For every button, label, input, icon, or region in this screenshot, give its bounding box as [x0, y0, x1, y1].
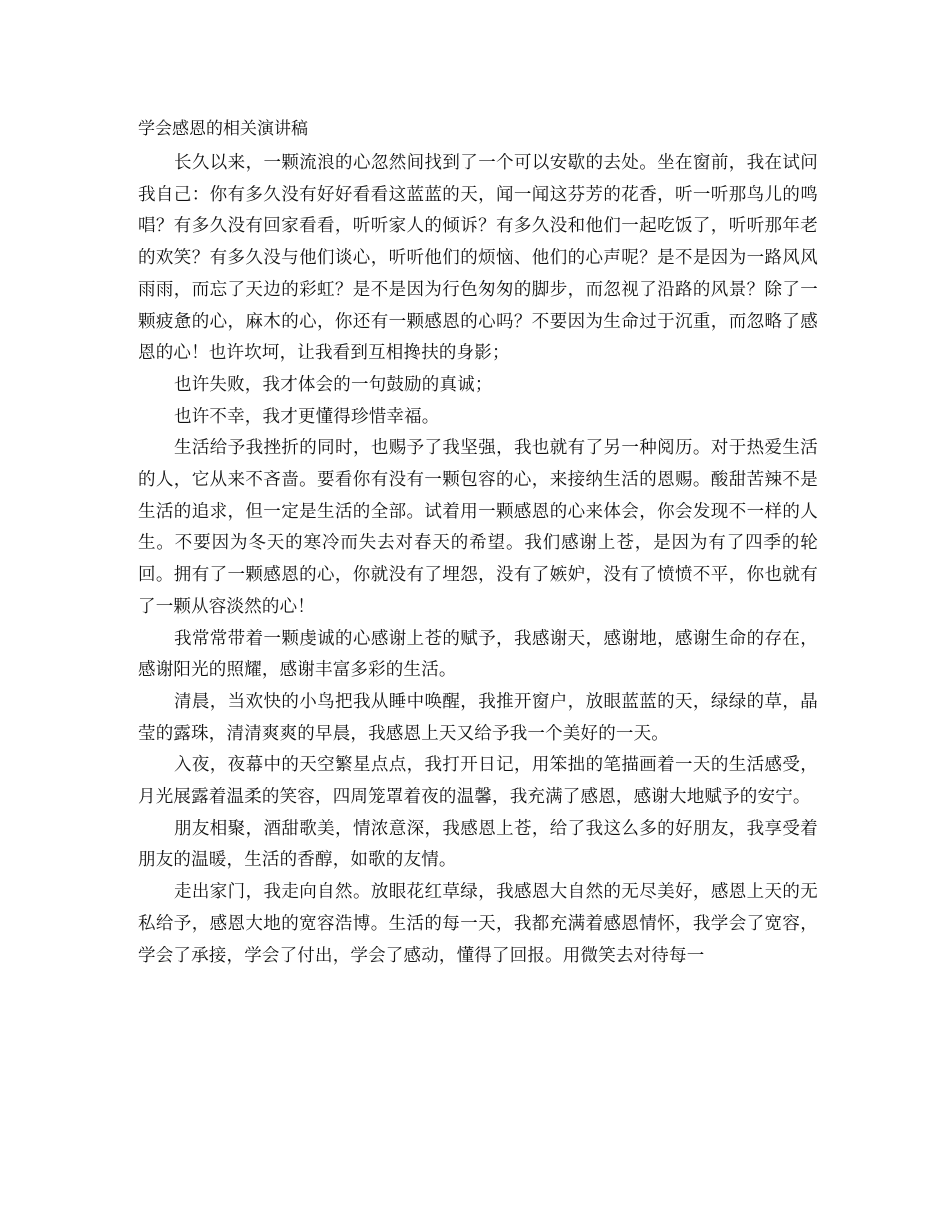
paragraph-5: 我常常带着一颗虔诚的心感谢上苍的赋予，我感谢天，感谢地，感谢生命的存在，感谢阳光的照耀，感谢丰富多彩的生活。	[138, 628, 818, 681]
paragraph-7: 入夜，夜幕中的天空繁星点点，我打开日记，用笨拙的笔描画着一天的生活感受，月光展露着温柔的笑容，四周笼罩着夜的温馨，我充满了感恩，感谢大地赋予的安宁。	[138, 755, 818, 808]
paragraph-3: 也许不幸，我才更懂得珍惜幸福。	[174, 406, 440, 427]
paragraph-6: 清晨，当欢快的小鸟把我从睡中唤醒，我推开窗户，放眼蓝蓝的天，绿绿的草，晶莹的露珠，清清爽爽的早晨，我感恩上天又给予我一个美好的一天。	[138, 691, 818, 744]
paragraph-4: 生活给予我挫折的同时，也赐予了我坚强，我也就有了另一种阅历。对于热爱生活的人，它从来不吝啬。要看你有没有一颗包容的心，来接纳生活的恩赐。酸甜苦辣不是生活的追求，但一定是生活的全部。试着用一颗感恩的心来体会，你会发现不一样的人生。不要因为冬天的寒冷而失去对春天的希望。我们感谢上苍，是因为有了四季的轮回。拥有了一颗感恩的心，你就没有了埋怨，没有了嫉妒，没有了愤愤不平，你也就有了一颗从容淡然的心！	[138, 438, 818, 617]
paragraph-1: 长久以来，一颗流浪的心忽然间找到了一个可以安歇的去处。坐在窗前，我在试问我自己：你有多久没有好好看看这蓝蓝的天，闻一闻这芬芳的花香，听一听那鸟儿的鸣唱？有多久没有回家看看，听听家人的倾诉？有多久没和他们一起吃饭了，听听那年老的欢笑？有多久没与他们谈心，听听他们的烦恼、他们的心声呢？是不是因为一路风风雨雨，而忘了天边的彩虹？是不是因为行色匆匆的脚步，而忽视了沿路的风景？除了一颗疲惫的心，麻木的心，你还有一颗感恩的心吗？不要因为生命过于沉重，而忽略了感恩的心！也许坎坷，让我看到互相搀扶的身影；	[138, 153, 818, 364]
document-page	[138, 112, 818, 972]
paragraph-2: 也许失败，我才体会的一句鼓励的真诚；	[174, 374, 493, 395]
paragraph-8: 朋友相聚，酒甜歌美，情浓意深，我感恩上苍，给了我这么多的好朋友，我享受着朋友的温暖，生活的香醇，如歌的友情。	[138, 818, 818, 871]
document-title: 学会感恩的相关演讲稿	[138, 119, 308, 139]
paragraph-9: 走出家门，我走向自然。放眼花红草绿，我感恩大自然的无尽美好，感恩上天的无私给予，感恩大地的宽容浩博。生活的每一天，我都充满着感恩情怀，我学会了宽容，学会了承接，学会了付出，学会了感动，懂得了回报。用微笑去对待每一	[138, 882, 818, 966]
